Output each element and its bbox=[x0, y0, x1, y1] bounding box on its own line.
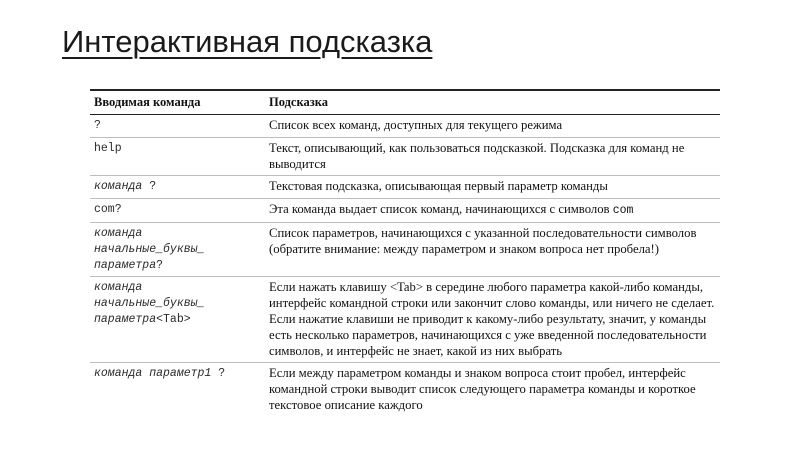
header-hint: Подсказка bbox=[265, 90, 720, 115]
command-italic-line: параметра bbox=[94, 258, 157, 272]
command-cell bbox=[90, 277, 265, 363]
hint-cell bbox=[265, 199, 720, 223]
command-italic-line: команда bbox=[94, 226, 143, 240]
table-row bbox=[90, 115, 720, 138]
command-italic-line: начальные_буквы_ bbox=[94, 242, 205, 256]
command-cell bbox=[90, 363, 265, 417]
hint-cell: Список всех команд, доступных для текущего режима bbox=[269, 118, 563, 132]
header-command: Вводимая команда bbox=[90, 90, 265, 115]
command-italic-line: параметра bbox=[94, 312, 157, 326]
table-row bbox=[90, 176, 720, 199]
command-suffix: ? bbox=[142, 180, 157, 194]
command-italic: команда bbox=[94, 180, 143, 194]
help-table bbox=[90, 89, 720, 417]
command-suffix: <Tab> bbox=[156, 312, 191, 326]
hint-cell: Текст, описывающий, как пользоваться подсказкой. Подсказка для команд не выводится bbox=[265, 137, 720, 176]
slide-title: Интерактивная подсказка bbox=[62, 24, 433, 59]
command-italic: команда параметр1 bbox=[94, 367, 212, 381]
table-row bbox=[90, 222, 720, 276]
command-cell bbox=[90, 222, 265, 276]
command-suffix: ? bbox=[156, 258, 164, 272]
command-cell bbox=[90, 176, 265, 199]
hint-cell: Текстовая подсказка, описывающая первый параметр команды bbox=[265, 176, 720, 199]
help-table-grid bbox=[90, 89, 720, 417]
command-cell: help bbox=[90, 137, 265, 176]
table-header-row bbox=[90, 90, 720, 115]
hint-cell: Если нажать клавишу <Tab> в середине любого параметра какой-либо команды, интерфейс командной строки или закончит слово команды, или ничего не сделает. Если нажатие клавиши не приводит к какому-либо результату, значит, у команды есть несколько параметров, начинающихся с уже введенной последовательности символов, и интерфейс не знает, какой из них выбрать bbox=[265, 277, 720, 363]
table-row bbox=[90, 363, 720, 417]
command-suffix: ? bbox=[211, 367, 226, 381]
table-row bbox=[90, 137, 720, 176]
command-italic-line: команда bbox=[94, 281, 143, 295]
hint-text: Эта команда выдает список команд, начинающихся с символов bbox=[269, 202, 613, 217]
command-cell: ? bbox=[94, 119, 101, 132]
table-row bbox=[90, 277, 720, 363]
hint-mono: com bbox=[612, 204, 634, 218]
table-row bbox=[90, 199, 720, 223]
hint-cell: Список параметров, начинающихся с указанной последовательности символов (обратите внимание: между параметром и знаком вопроса нет пробела!) bbox=[265, 222, 720, 276]
command-cell: com? bbox=[90, 199, 265, 223]
hint-cell: Если между параметром команды и знаком вопроса стоит пробел, интерфейс командной строки выводит список следующего параметра команды и короткое текстовое описание каждого bbox=[265, 363, 720, 417]
command-italic-line: начальные_буквы_ bbox=[94, 297, 205, 311]
